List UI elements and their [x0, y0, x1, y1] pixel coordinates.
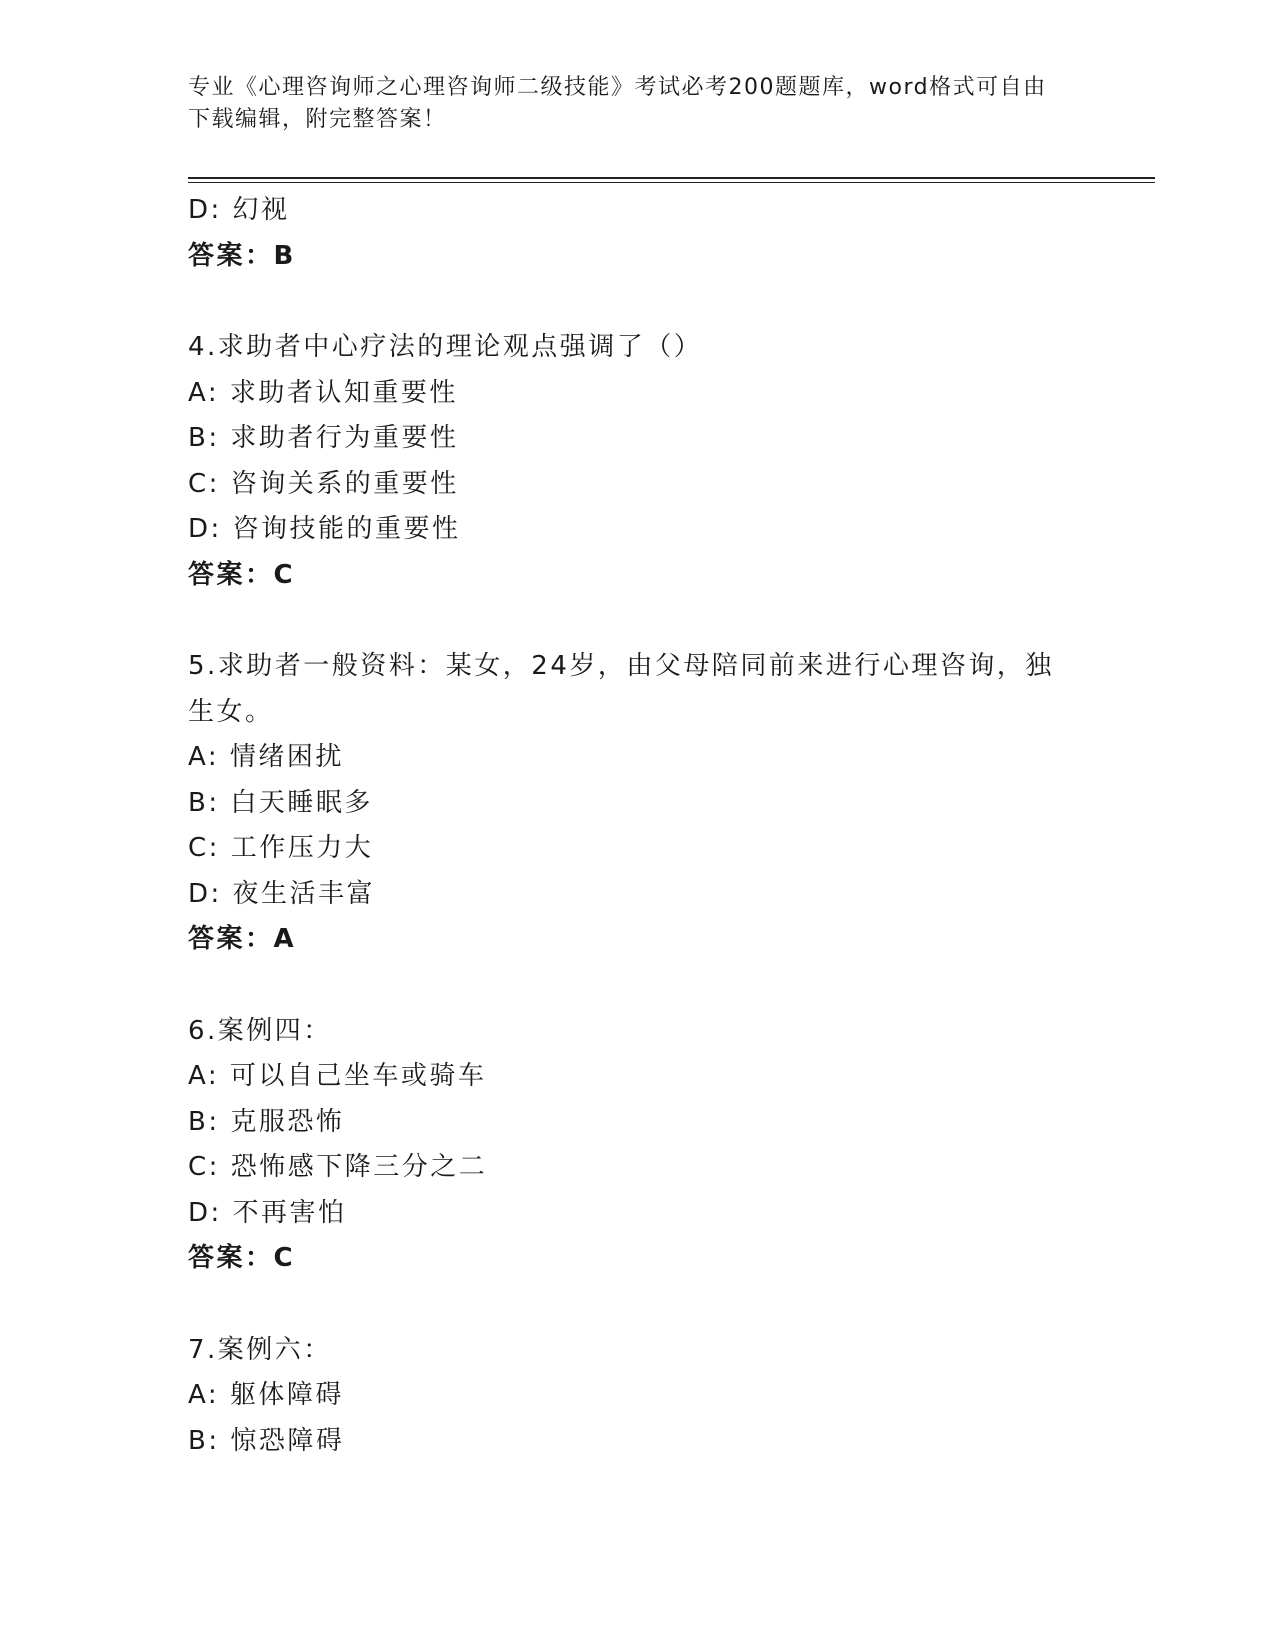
option-line: [188, 735, 1088, 781]
option-text: 躯体障碍: [229, 1380, 344, 1410]
option-label: B:: [188, 1425, 220, 1456]
option-line: [188, 1373, 1088, 1419]
option-text: 咨询关系的重要性: [230, 468, 459, 499]
option-text: 求助者行为重要性: [230, 423, 459, 453]
option-text: 夜生活丰富: [232, 878, 376, 909]
option-text: 情绪困扰: [229, 742, 344, 772]
header-rule-thin: [188, 182, 1155, 183]
option-label: A:: [188, 377, 220, 408]
option-label: D:: [188, 195, 222, 225]
option-label: A:: [188, 742, 220, 772]
option-line: [188, 1054, 1088, 1100]
option-label: B:: [188, 423, 220, 453]
option-label: C:: [188, 468, 220, 499]
option-label: D:: [188, 514, 222, 544]
option-label: D:: [188, 878, 222, 909]
header-rule-thick: [188, 177, 1155, 179]
option-text: 白天睡眠多: [230, 787, 373, 818]
option-line: [188, 1419, 1088, 1465]
option-label: C:: [188, 1152, 220, 1182]
answer-line: 答案：B: [188, 240, 296, 271]
option-line: [188, 872, 1088, 918]
option-label: B:: [188, 787, 220, 818]
option-line: [188, 507, 1088, 553]
option-text: 可以自己坐车或骑车: [229, 1061, 487, 1091]
question-stem: 5.求助者一般资料：某女，24岁，由父母陪同前来进行心理咨询，独生女。: [188, 651, 1054, 727]
option-line: [188, 188, 1088, 234]
answer-line: 答案：C: [188, 559, 296, 590]
question-stem: 4.求助者中心疗法的理论观点强调了（）: [188, 332, 703, 362]
option-line: [188, 416, 1088, 462]
document-header: 专业《心理咨询师之心理咨询师二级技能》考试必考200题题库，word格式可自由下载编辑，附完整答案！: [188, 75, 1047, 132]
option-text: 工作压力大: [230, 833, 374, 863]
option-line: [188, 1191, 1088, 1237]
option-label: A:: [188, 1380, 220, 1410]
document-body: [188, 188, 1088, 1464]
option-label: B:: [188, 1106, 220, 1137]
option-label: A:: [188, 1061, 220, 1091]
option-line: [188, 371, 1088, 417]
question-stem: 6.案例四：: [188, 1015, 332, 1046]
option-text: 惊恐障碍: [230, 1425, 345, 1456]
answer-line: 答案：C: [188, 1243, 296, 1273]
option-line: [188, 462, 1088, 508]
option-text: 咨询技能的重要性: [232, 514, 461, 544]
option-line: [188, 1145, 1088, 1191]
question-stem: 7.案例六：: [188, 1334, 332, 1365]
option-label: C:: [188, 833, 220, 863]
option-text: 幻视: [232, 195, 290, 225]
answer-line: 答案：A: [188, 924, 297, 954]
option-line: [188, 1100, 1088, 1146]
option-line: [188, 826, 1088, 872]
option-text: 恐怖感下降三分之二: [230, 1152, 488, 1182]
option-label: D:: [188, 1197, 222, 1228]
option-text: 克服恐怖: [230, 1106, 345, 1137]
option-text: 求助者认知重要性: [229, 377, 458, 408]
option-line: [188, 781, 1088, 827]
option-text: 不再害怕: [232, 1197, 347, 1228]
